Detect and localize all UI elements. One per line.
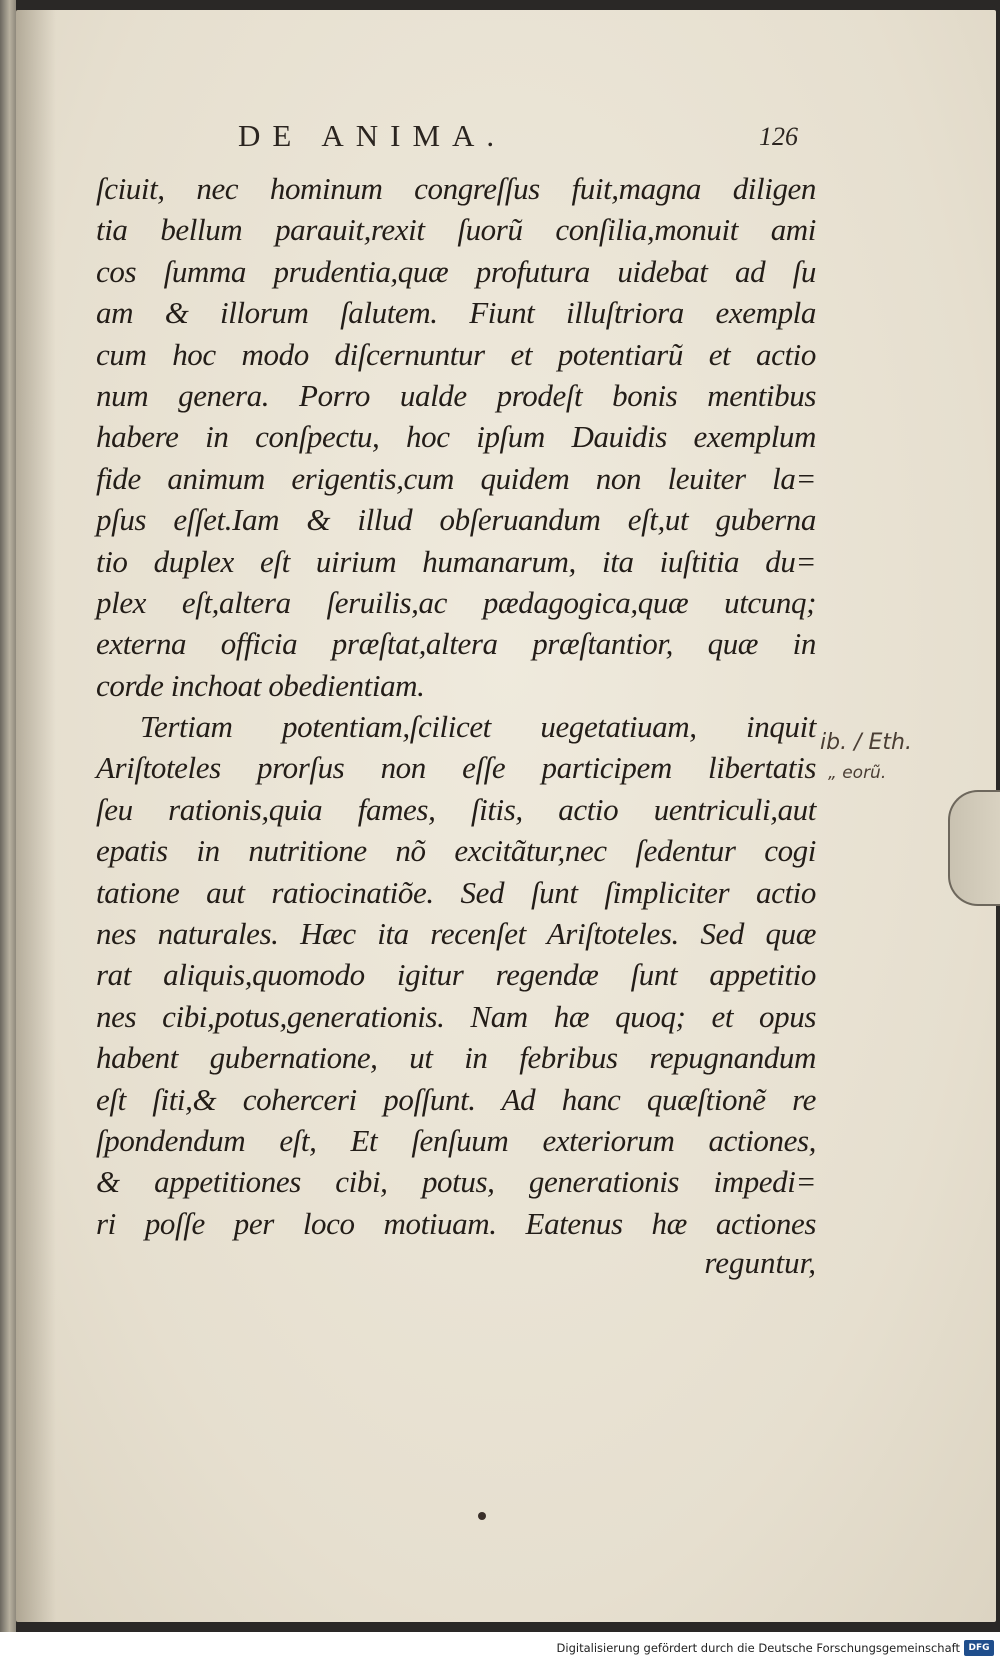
text-line: cum hoc modo diſcernuntur et potentiarũ et actio [96, 336, 816, 372]
text-line: plex eſt,altera ſeruilis,ac pædagogica,quæ utcunq; [96, 584, 816, 620]
text-line: externa officia præſtat,altera præſtantior, quæ in [96, 626, 816, 662]
text-line: habent gubernatione, ut in febribus repugnandum [96, 1040, 816, 1076]
margin-note-line: „ eorũ. [828, 763, 887, 783]
text-line: tio duplex eſt uirium humanarum, ita iuſtitia du= [96, 543, 816, 579]
body-text [96, 168, 816, 1244]
text-line: eſt ſiti,& coherceri poſſunt. Ad hanc quæſtionẽ re [96, 1081, 816, 1117]
footer-bar [0, 1632, 1000, 1667]
text-line: pſus eſſet.Iam & illud obſeruandum eſt,ut guberna [96, 502, 816, 538]
handwritten-margin-note [820, 728, 970, 788]
text-line: ri poſſe per loco motiuam. Eatenus hæ actiones [96, 1205, 816, 1241]
text-line: habere in conſpectu, hoc ipſum Dauidis exemplum [96, 419, 816, 455]
text-line: ſpondendum eſt, Et ſenſuum exteriorum actiones, [96, 1122, 816, 1158]
text-line: num genera. Porro ualde prodeſt bonis mentibus [96, 377, 816, 413]
text-line: corde inchoat obedientiam. [96, 667, 425, 703]
text-line: Ariſtoteles prorſus non eſſe participem libertatis [96, 750, 816, 786]
running-head [238, 118, 798, 158]
page-clip [948, 790, 1000, 906]
page-number: 126 [759, 122, 798, 151]
text-line: tatione aut ratiocinatiõe. Sed ſunt ſimpliciter actio [96, 874, 816, 910]
dfg-logo-icon: DFG [964, 1640, 994, 1656]
catchword: reguntur, [704, 1245, 816, 1280]
text-line: & appetitiones cibi, potus, generationis impedi= [96, 1164, 816, 1200]
text-line: am & illorum ſalutem. Fiunt illuſtriora exempla [96, 295, 816, 331]
text-line: nes naturales. Hæc ita recenſet Ariſtoteles. Sed quæ [96, 916, 816, 952]
text-line: fide animum erigentis,cum quidem non leuiter la= [96, 460, 816, 496]
book-spine-edge [0, 0, 16, 1632]
text-line: ſeu rationis,quia fames, ſitis, actio uentriculi,aut [96, 791, 816, 827]
text-line: rat aliquis,quomodo igitur regendæ ſunt appetitio [96, 957, 816, 993]
margin-note-line: ib. / Eth. [820, 730, 912, 755]
text-line: nes cibi,potus,generationis. Nam hæ quoq; et opus [96, 998, 816, 1034]
text-line: cos ſumma prudentia,quæ profutura uidebat ad ſu [96, 253, 816, 289]
text-line: tia bellum parauit,rexit ſuorũ conſilia,monuit ami [96, 212, 816, 248]
funding-credit: Digitalisierung gefördert durch die Deutsche Forschungsgemeinschaft [556, 1641, 960, 1655]
ink-spot [478, 1512, 486, 1520]
text-line: epatis in nutritione nõ excitãtur,nec ſedentur cogi [96, 833, 816, 869]
paragraph-first-line: Tertiam potentiam,ſcilicet uegetatiuam, inquit [140, 709, 816, 745]
text-line: ſciuit, nec hominum congreſſus fuit,magna diligen [96, 171, 816, 206]
running-head-title: DE ANIMA. [238, 118, 507, 153]
gutter-shadow [16, 10, 56, 1622]
